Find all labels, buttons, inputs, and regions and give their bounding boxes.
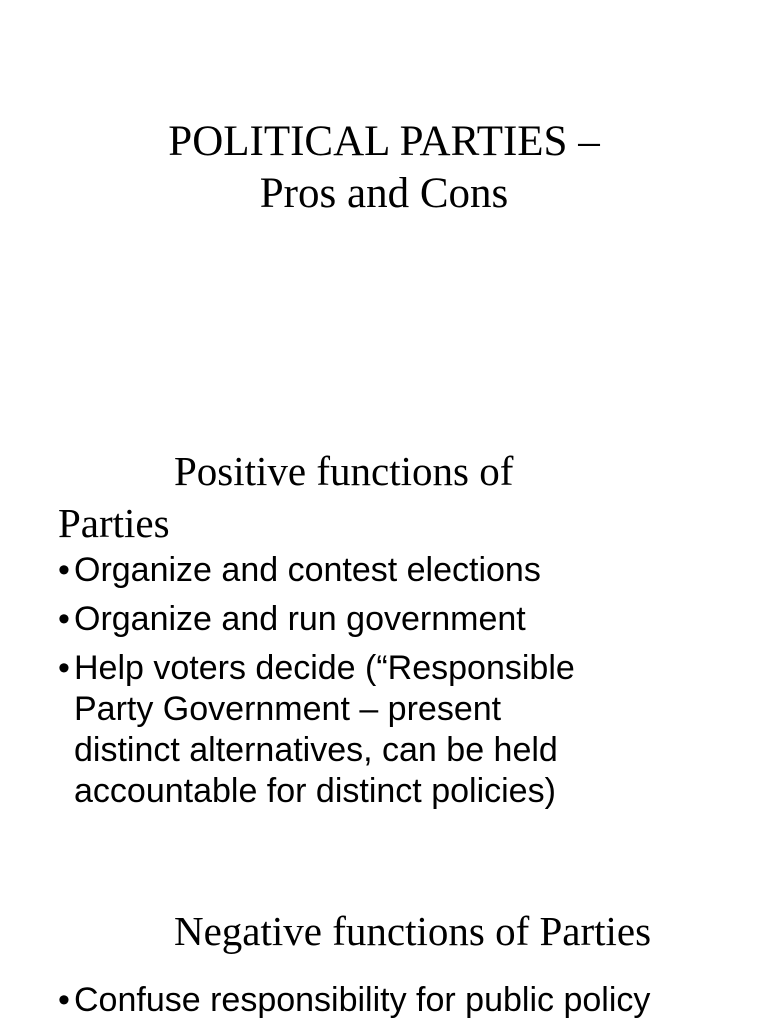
list-item-text: Confuse responsibility for public policy: [74, 981, 651, 1019]
list-item-text: Organize and contest elections: [74, 551, 541, 589]
positive-heading-line-2: Parties: [58, 500, 170, 546]
positive-heading-line-1: Positive functions of: [174, 448, 514, 494]
bullet-icon: •: [58, 551, 70, 589]
bullet-icon: •: [58, 981, 70, 1019]
negative-heading: Negative functions of Parties: [174, 908, 652, 954]
page-title-line-2: Pros and Cons: [259, 170, 509, 217]
list-item: [58, 980, 650, 1021]
list-item-text: Organize and run government: [74, 600, 526, 638]
list-item: [58, 550, 541, 591]
list-item: [58, 599, 526, 640]
list-item-text: Help voters decide (“Responsible Party Government – present distinct alternatives, can be held accountable for distinct policies): [74, 649, 575, 810]
bullet-icon: •: [58, 649, 70, 687]
bullet-icon: •: [58, 600, 70, 638]
list-item: [58, 648, 575, 812]
page-title-line-1: POLITICAL PARTIES –: [168, 118, 600, 165]
